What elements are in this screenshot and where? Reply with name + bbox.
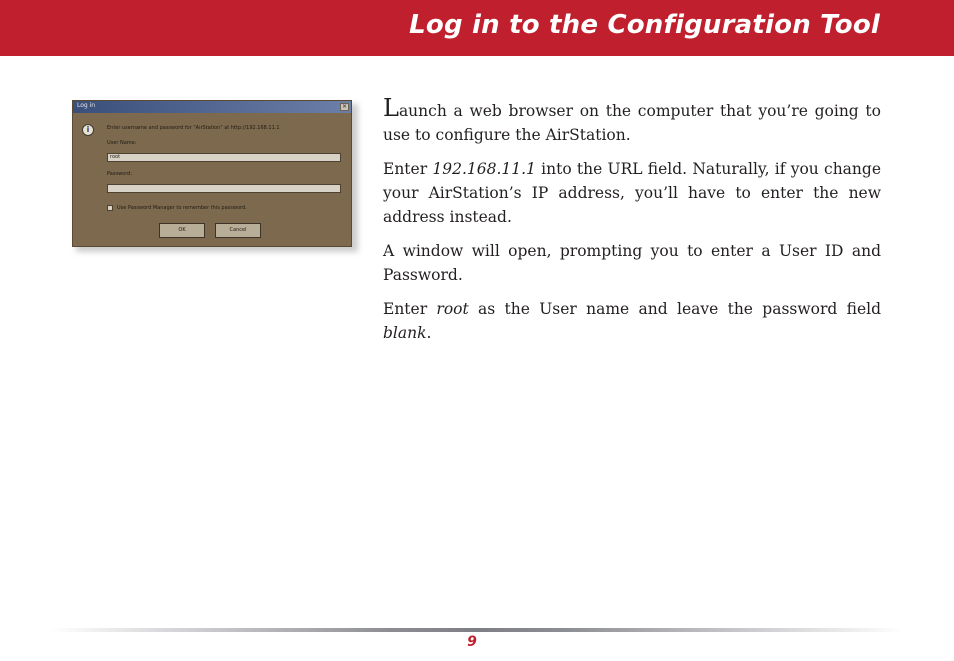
- text-segment: as the User name and leave the password field: [468, 300, 881, 318]
- dropcap: L: [383, 94, 399, 122]
- ip-address: 192.168.11.1: [432, 160, 536, 178]
- username-label: User Name:: [107, 140, 137, 146]
- login-dialog-screenshot: [72, 100, 352, 247]
- blank-word: blank: [383, 324, 427, 342]
- dialog-title: Log in: [77, 102, 96, 109]
- password-label: Password:: [107, 171, 133, 177]
- cancel-button: Cancel: [215, 223, 261, 238]
- paragraph-enter-address: [383, 157, 881, 229]
- info-icon: i: [82, 124, 94, 136]
- password-field: [107, 184, 341, 193]
- page-number: 9: [467, 634, 477, 650]
- text-segment: Enter: [383, 160, 433, 178]
- username-field: root: [107, 153, 341, 162]
- ok-button: OK: [159, 223, 205, 238]
- paragraph-launch-text: aunch a web browser on the computer that you’re going to use to configure the AirStation.: [383, 102, 881, 144]
- text-segment: Enter: [383, 300, 437, 318]
- remember-label: Use Password Manager to remember this password.: [117, 205, 247, 211]
- header-band: [0, 0, 954, 56]
- remember-checkbox: [107, 205, 113, 211]
- instructions: [383, 96, 881, 355]
- text-segment: .: [426, 324, 432, 342]
- paragraph-launch: [383, 96, 881, 147]
- page-title: Log in to the Configuration Tool: [409, 10, 880, 40]
- dialog-prompt: Enter username and password for "AirStation" at http://192.168.11.1: [107, 125, 280, 131]
- footer-rule: [50, 628, 904, 632]
- paragraph-window: A window will open, prompting you to enter a User ID and Password.: [383, 242, 881, 284]
- text-segment: into the URL field. Naturally, if you change your AirStation’s IP address, you’ll have to enter the new address instead.: [383, 160, 881, 226]
- close-icon: ×: [341, 103, 348, 110]
- username-root: root: [436, 300, 469, 318]
- paragraph-enter-user: [383, 297, 881, 345]
- dialog-titlebar: [73, 101, 351, 113]
